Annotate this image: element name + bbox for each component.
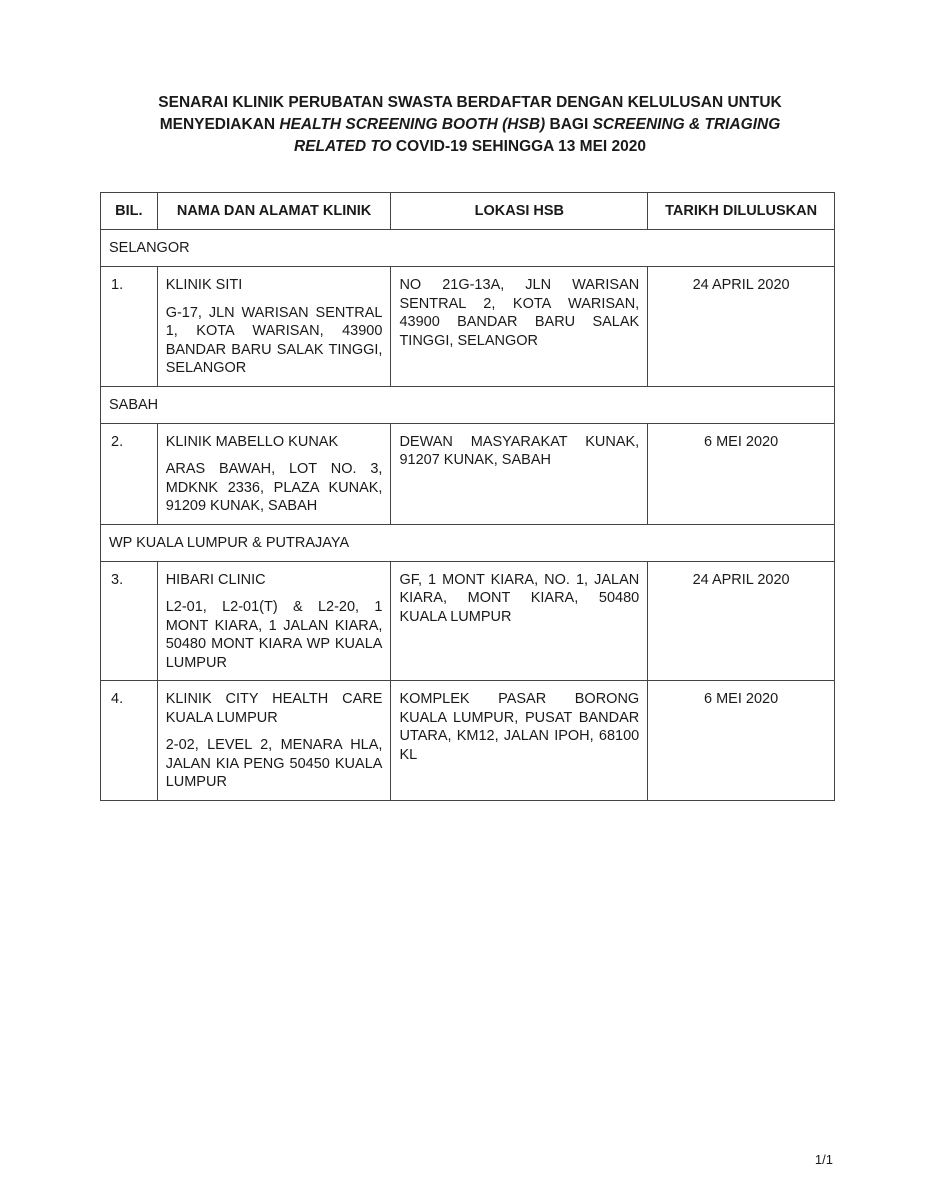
document-title — [100, 92, 840, 158]
clinic-name: KLINIK MABELLO KUNAK — [165, 433, 339, 450]
state-row-wp-kuala-lumpur — [101, 524, 835, 561]
clinic-name: KLINIK CITY HEALTH CARE KUALA LUMPUR — [165, 691, 383, 726]
row-number: 1. — [101, 267, 158, 387]
clinic-address: G-17, JLN WARISAN SENTRAL 1, KOTA WARISAN, 43900 BANDAR BARU SALAK TINGGI, SELANGOR — [165, 304, 383, 376]
title-line-2: MENYEDIAKAN HEALTH SCREENING BOOTH (HSB) BAGI SCREENING & TRIAGING — [159, 116, 781, 133]
title-line-3: RELATED TO COVID-19 SEHINGGA 13 MEI 2020 — [293, 138, 646, 155]
clinic-name: HIBARI CLINIC — [165, 571, 266, 588]
header-tarikh: TARIKH DILULUSKAN — [648, 193, 835, 230]
approval-date: 6 MEI 2020 — [648, 423, 835, 524]
clinic-address: 2-02, LEVEL 2, MENARA HLA, JALAN KIA PENG 50450 KUALA LUMPUR — [165, 737, 383, 790]
clinic-cell — [157, 681, 391, 801]
state-name: SELANGOR — [101, 230, 835, 267]
approval-date: 24 APRIL 2020 — [648, 267, 835, 387]
clinic-cell — [157, 561, 391, 681]
hsb-location: DEWAN MASYARAKAT KUNAK, 91207 KUNAK, SABAH — [391, 423, 648, 524]
clinic-cell — [157, 267, 391, 387]
table-row — [101, 681, 835, 801]
hsb-location: NO 21G-13A, JLN WARISAN SENTRAL 2, KOTA WARISAN, 43900 BANDAR BARU SALAK TINGGI, SELANGOR — [391, 267, 648, 387]
state-row-sabah — [101, 386, 835, 423]
row-number: 2. — [101, 423, 158, 524]
table-row — [101, 561, 835, 681]
table-row — [101, 267, 835, 387]
state-row-selangor — [101, 230, 835, 267]
row-number: 4. — [101, 681, 158, 801]
clinic-name: KLINIK SITI — [165, 277, 243, 293]
header-lokasi-hsb: LOKASI HSB — [391, 193, 648, 230]
state-name: WP KUALA LUMPUR & PUTRAJAYA — [101, 524, 835, 561]
clinic-address: ARAS BAWAH, LOT NO. 3, MDKNK 2336, PLAZA KUNAK, 91209 KUNAK, SABAH — [165, 461, 383, 514]
hsb-location: GF, 1 MONT KIARA, NO. 1, JALAN KIARA, MONT KIARA, 50480 KUALA LUMPUR — [391, 561, 648, 681]
header-nama-alamat: NAMA DAN ALAMAT KLINIK — [157, 193, 391, 230]
clinic-cell — [157, 423, 391, 524]
approval-date: 6 MEI 2020 — [648, 681, 835, 801]
title-line-1: SENARAI KLINIK PERUBATAN SWASTA BERDAFTAR DENGAN KELULUSAN UNTUK — [158, 94, 782, 111]
state-name: SABAH — [101, 386, 835, 423]
clinic-table — [100, 192, 835, 801]
header-bil: BIL. — [101, 193, 158, 230]
clinic-address: L2-01, L2-01(T) & L2-20, 1 MONT KIARA, 1 JALAN KIARA, 50480 MONT KIARA WP KUALA LUMPUR — [165, 599, 383, 671]
page-number: 1/1 — [814, 1152, 833, 1167]
approval-date: 24 APRIL 2020 — [648, 561, 835, 681]
row-number: 3. — [101, 561, 158, 681]
hsb-location: KOMPLEK PASAR BORONG KUALA LUMPUR, PUSAT BANDAR UTARA, KM12, JALAN IPOH, 68100 KL — [391, 681, 648, 801]
table-header-row — [101, 193, 835, 230]
table-row — [101, 423, 835, 524]
